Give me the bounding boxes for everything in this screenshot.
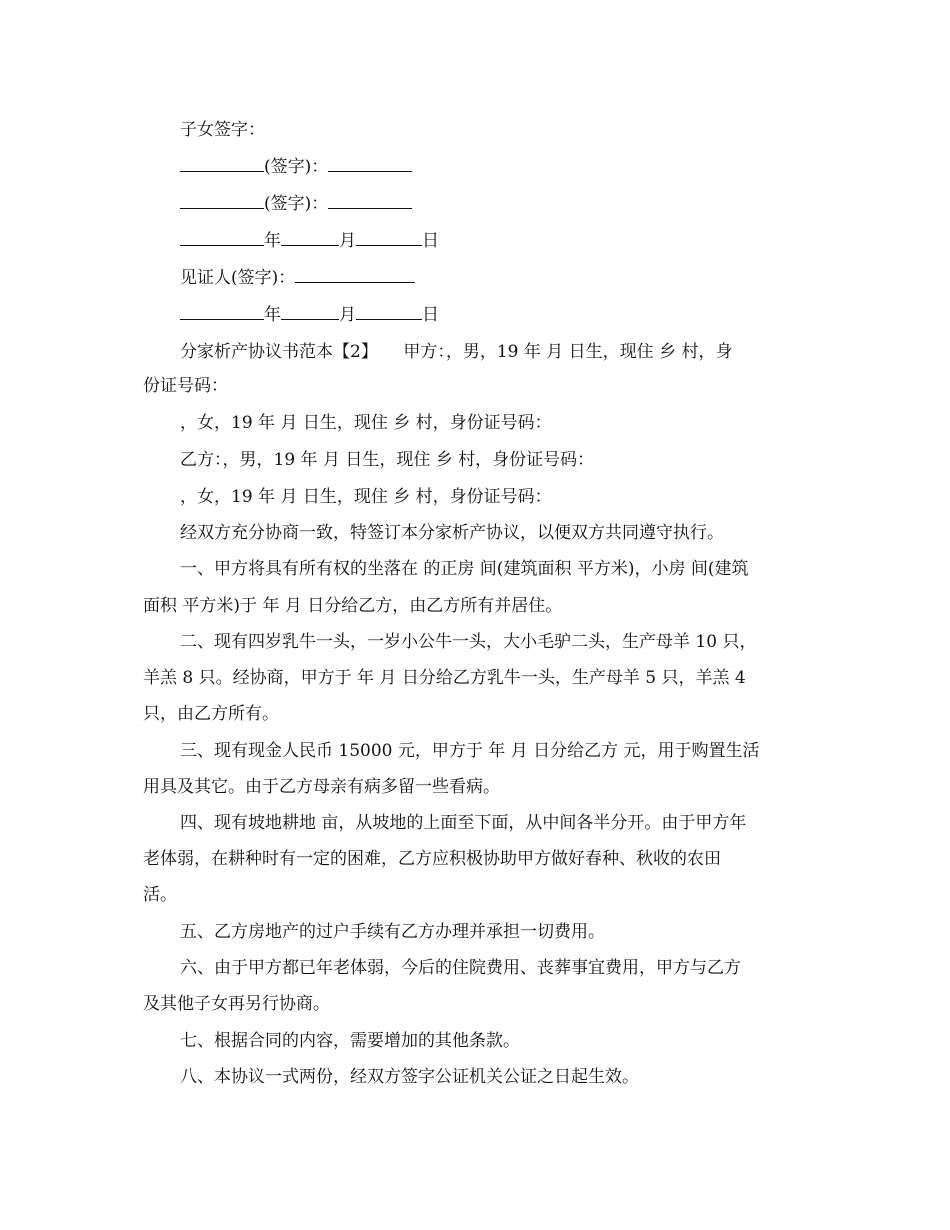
signature-blank xyxy=(328,194,412,209)
day-blank xyxy=(356,305,422,320)
agreement-intro: 经双方充分协商一致，特签订本分家析产协议，以便双方共同遵守执行。 xyxy=(180,523,724,543)
agreement-heading-line-1: 分家析产协议书范本【2】 甲方：，男，19 年 月 日生，现住 乡 村，身 xyxy=(180,342,733,362)
clause-3-line-2: 用具及其它。由于乙方母亲有病多留一些看病。 xyxy=(143,777,500,797)
party-a-second: ，女，19 年 月 日生，现住 乡 村，身份证号码： xyxy=(180,413,552,433)
children-signature-label xyxy=(180,118,950,142)
clause-2-line-1: 二、现有四岁乳牛一头，一岁小公牛一头，大小毛驴二头，生产母羊 10 只， xyxy=(180,632,757,652)
clause-4-line-2: 老体弱，在耕种时有一定的困难，乙方应积极协助甲方做好春种、秋收的农田 xyxy=(143,849,721,869)
signature-blank xyxy=(328,157,412,172)
month-label: 月 xyxy=(339,231,356,251)
signature-row-2 xyxy=(180,192,950,216)
clause-6-line-1: 六、由于甲方都已年老体弱，今后的住院费用、丧葬事宜费用，甲方与乙方 xyxy=(180,958,741,978)
year-label: 年 xyxy=(264,231,281,251)
clause-7: 七、根据合同的内容，需要增加的其他条款。 xyxy=(180,1031,520,1051)
witness-blank xyxy=(295,268,415,283)
witness-label: 见证人(签字)： xyxy=(180,268,296,288)
signature-row-1 xyxy=(180,155,950,179)
year-label: 年 xyxy=(264,305,281,325)
day-label: 日 xyxy=(422,305,439,325)
month-blank xyxy=(281,231,339,246)
witness-signature-row xyxy=(180,266,950,290)
clause-4-line-3: 活。 xyxy=(143,885,177,905)
party-b-first: 乙方：，男，19 年 月 日生，现住 乡 村，身份证号码： xyxy=(180,450,595,470)
clause-3-line-1: 三、现有现金人民币 15000 元，甲方于 年 月 日分给乙方 元，用于购置生活 xyxy=(180,741,760,761)
clause-5: 五、乙方房地产的过户手续有乙方办理并承担一切费用。 xyxy=(180,922,605,942)
agreement-heading-line-2: 份证号码： xyxy=(143,376,228,396)
signer-name-blank xyxy=(180,194,264,209)
signer-name-blank xyxy=(180,157,264,172)
year-blank xyxy=(180,231,264,246)
day-blank xyxy=(356,231,422,246)
clause-2-line-2: 羊羔 8 只。经协商，甲方于 年 月 日分给乙方乳牛一头，生产母羊 5 只，羊羔 4 xyxy=(143,668,746,688)
sign-label: (签字)： xyxy=(264,194,329,214)
clause-4-line-1: 四、现有坡地耕地 亩，从坡地的上面至下面，从中间各半分开。由于甲方年 xyxy=(180,813,747,833)
clause-1-line-1: 一、甲方将具有所有权的坐落在 的正房 间(建筑面积 平方米)，小房 间(建筑 xyxy=(180,559,749,579)
clause-8: 八、本协议一式两份，经双方签字公证机关公证之日起生效。 xyxy=(180,1067,639,1087)
clause-6-line-2: 及其他子女再另行协商。 xyxy=(143,994,330,1014)
clause-1-line-2: 面积 平方米)于 年 月 日分给乙方，由乙方所有并居住。 xyxy=(143,596,563,616)
clause-2-line-3: 只，由乙方所有。 xyxy=(143,704,279,724)
party-b-second: ，女，19 年 月 日生，现住 乡 村，身份证号码： xyxy=(180,487,552,507)
day-label: 日 xyxy=(422,231,439,251)
date-row-1 xyxy=(180,229,950,253)
year-blank xyxy=(180,305,264,320)
children-label-text: 子女签字： xyxy=(180,120,265,140)
month-label: 月 xyxy=(339,305,356,325)
date-row-2 xyxy=(180,303,950,327)
sign-label: (签字)： xyxy=(264,157,329,177)
month-blank xyxy=(281,305,339,320)
